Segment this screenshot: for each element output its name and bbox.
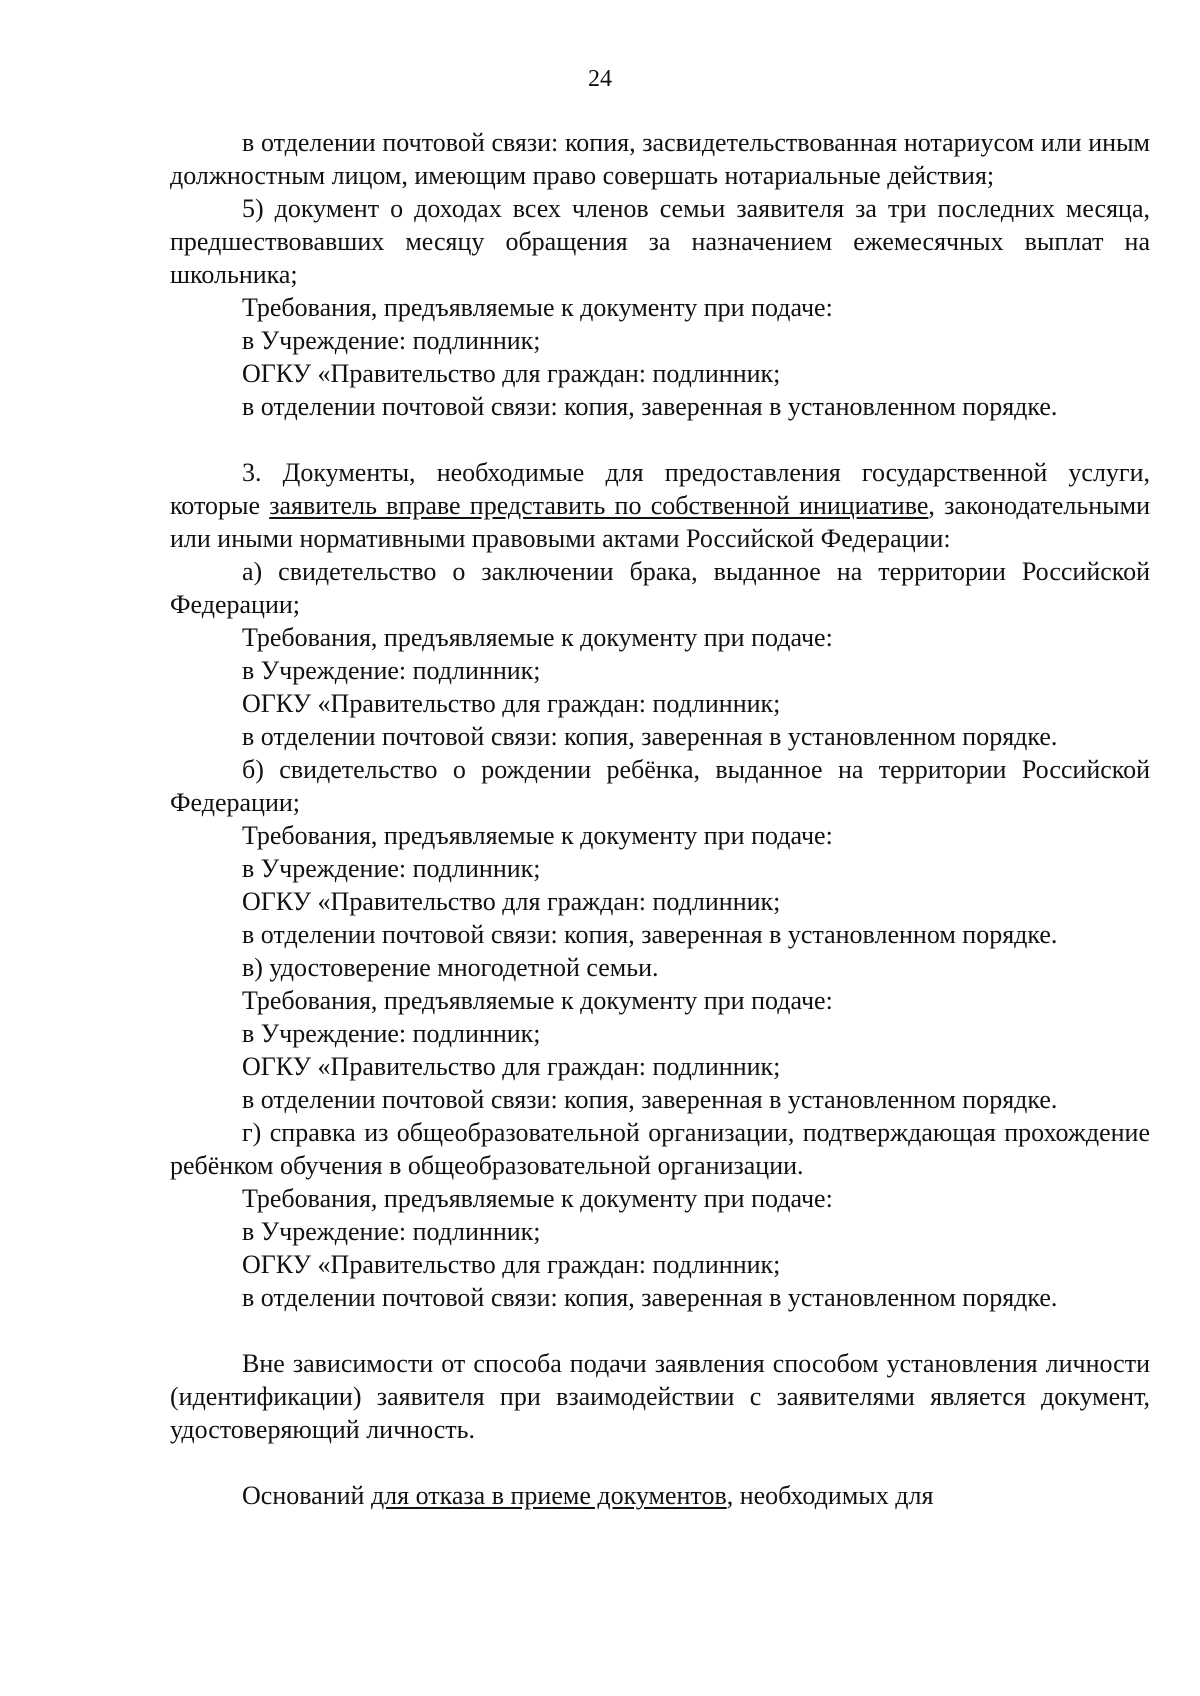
refusal-paragraph bbox=[170, 1479, 1150, 1512]
requirements-heading: Требования, предъявляемые к документу при подаче: bbox=[242, 821, 833, 850]
section-3-intro-start: 3. Документы, необходимые для предоставления государственной услуги, которые bbox=[170, 458, 1150, 520]
requirement-institution: в Учреждение: подлинник; bbox=[242, 326, 541, 355]
requirement-institution: в Учреждение: подлинник; bbox=[242, 1217, 541, 1246]
requirement-postal: в отделении почтовой связи: копия, заверенная в установленном порядке. bbox=[242, 1283, 1058, 1312]
refusal-start: Оснований bbox=[242, 1481, 371, 1510]
requirement-ogku: ОГКУ «Правительство для граждан: подлинник; bbox=[242, 887, 781, 916]
requirements-heading: Требования, предъявляемые к документу при подаче: bbox=[242, 293, 833, 322]
requirement-institution: в Учреждение: подлинник; bbox=[242, 854, 541, 883]
item-5-paragraph: 5) документ о доходах всех членов семьи заявителя за три последних месяца, предшествовавших месяцу обращения за назначением ежемесячных выплат на школьника; bbox=[170, 194, 1150, 289]
refusal-end: , необходимых для bbox=[726, 1481, 934, 1510]
requirement-institution: в Учреждение: подлинник; bbox=[242, 656, 541, 685]
requirement-postal: в отделении почтовой связи: копия, заверенная в установленном порядке. bbox=[242, 1085, 1058, 1114]
requirements-heading: Требования, предъявляемые к документу при подаче: bbox=[242, 623, 833, 652]
paragraph-gap bbox=[170, 1314, 1150, 1347]
requirement-ogku: ОГКУ «Правительство для граждан: подлинник; bbox=[242, 689, 781, 718]
requirements-heading: Требования, предъявляемые к документу при подаче: bbox=[242, 986, 833, 1015]
item-g-paragraph: г) справка из общеобразовательной организации, подтверждающая прохождение ребёнком обучения в общеобразовательной организации. bbox=[170, 1118, 1150, 1180]
requirement-ogku: ОГКУ «Правительство для граждан: подлинник; bbox=[242, 1052, 781, 1081]
postal-notary-paragraph: в отделении почтовой связи: копия, засвидетельствованная нотариусом или иным должностным лицом, имеющим право совершать нотариальные действия; bbox=[170, 128, 1150, 190]
requirement-postal: в отделении почтовой связи: копия, заверенная в установленном порядке. bbox=[242, 392, 1058, 421]
requirement-ogku: ОГКУ «Правительство для граждан: подлинник; bbox=[242, 359, 781, 388]
item-v-paragraph: в) удостоверение многодетной семьи. bbox=[242, 953, 659, 982]
section-3-intro-end: , законодательными или иными нормативными правовыми актами Российской Федерации: bbox=[170, 491, 1150, 553]
requirement-postal: в отделении почтовой связи: копия, заверенная в установленном порядке. bbox=[242, 920, 1058, 949]
refusal-underlined: для отказа в приеме документов bbox=[370, 1481, 727, 1510]
identification-paragraph: Вне зависимости от способа подачи заявления способом установления личности (идентификации) заявителя при взаимодействии с заявителями является документ, удостоверяющий личность. bbox=[170, 1349, 1150, 1444]
item-b-paragraph: б) свидетельство о рождении ребёнка, выданное на территории Российской Федерации; bbox=[170, 755, 1150, 817]
section-3-intro-underlined: заявитель вправе представить по собственной инициативе bbox=[269, 491, 929, 520]
requirement-postal: в отделении почтовой связи: копия, заверенная в установленном порядке. bbox=[242, 722, 1058, 751]
requirements-heading: Требования, предъявляемые к документу при подаче: bbox=[242, 1184, 833, 1213]
section-3-intro bbox=[170, 456, 1150, 555]
item-a-paragraph: а) свидетельство о заключении брака, выданное на территории Российской Федерации; bbox=[170, 557, 1150, 619]
requirement-institution: в Учреждение: подлинник; bbox=[242, 1019, 541, 1048]
page-number: 24 bbox=[588, 66, 612, 92]
document-body bbox=[170, 126, 1150, 1512]
paragraph-gap bbox=[170, 423, 1150, 456]
paragraph-gap bbox=[170, 1446, 1150, 1479]
requirement-ogku: ОГКУ «Правительство для граждан: подлинник; bbox=[242, 1250, 781, 1279]
